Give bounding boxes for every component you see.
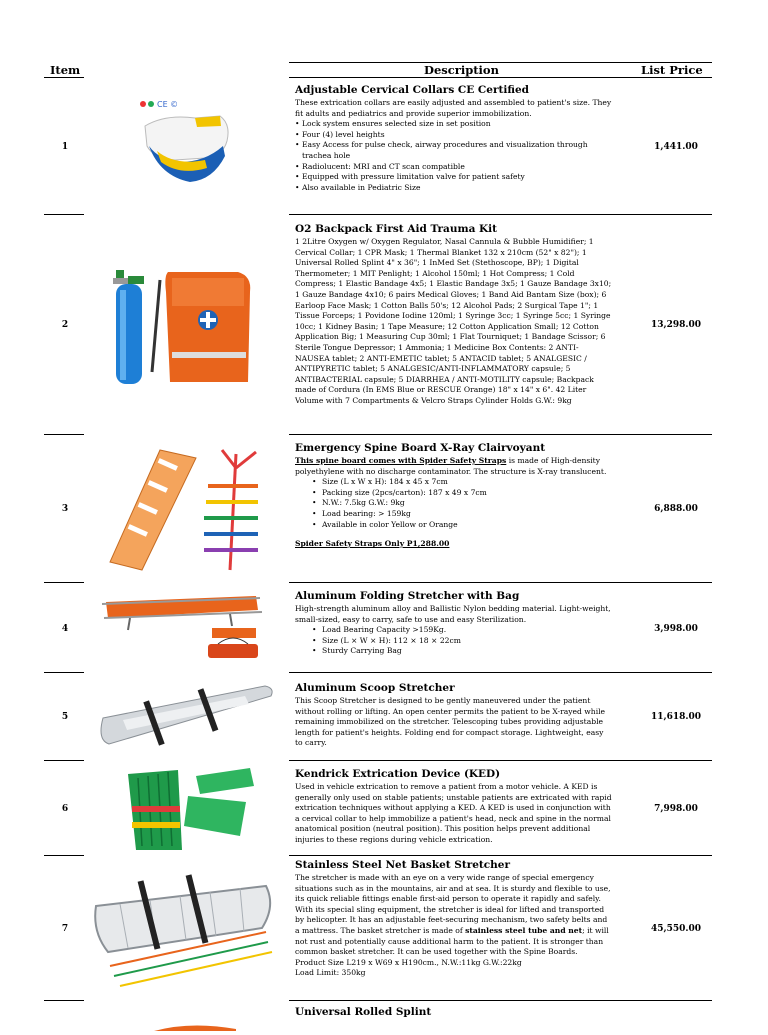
ked-device-image [118, 766, 258, 852]
item-text: This Scoop Stretcher is designed to be gently maneuvered under the patient without rolling or lifting. An open center permits the patient to be X-rayed while remaining immobilized on the stretcher. Telescoping tubes providing adjustable length for patient's heights. Folding end for compact storage. Lightweight, easy to carry. [295, 696, 606, 748]
oxygen-backpack-image [110, 262, 260, 387]
row-divider [44, 672, 84, 673]
item-number: 2 [61, 320, 69, 330]
item-description-8 [295, 1006, 613, 1020]
feature-item: • Equipped with pressure limitation valve for patient safety [295, 172, 613, 183]
spec-item: • Sturdy Carrying Bag [295, 646, 613, 657]
feature-item: • Easy Access for pulse check, airway procedures and visualization through trachea hole [295, 140, 613, 161]
item-text: High-strength aluminum alloy and Ballistic Nylon bedding material. Light-weight, small-sized, easy to carry, safe to use and easy Sterilization. [295, 604, 611, 624]
strap-note-lead: This spine board comes with Spider Safety Straps [295, 456, 507, 465]
spec-list [295, 477, 613, 530]
feature-item: • Lock system ensures selected size in set position [295, 119, 613, 130]
item-price: 1,441.00 [654, 142, 698, 152]
item-text: The stretcher is made with an eye on a very wide range of special emergency situations such as in the mountains, air and at sea. It is sturdy and flexible to use, its quick reliable fittings enable first-aid person to operate it rapidly and safely. With its special sling equipment, the stretcher is ideal for lifted and transported by helicopter. It has an adjustable feet-securing mechanism, two safety belts and a mattress. The basket stretcher is made of stainless steel tube and net; it will not rust and potentially cause additional harm to the patient. It is stronger than common basket stretcher. It can be used together with the Spine Boards. [295, 873, 611, 957]
item-description-4 [295, 590, 613, 657]
item-price: 7,998.00 [654, 804, 698, 814]
item-price: 13,298.00 [650, 320, 702, 330]
feature-item: • Four (4) level heights [295, 130, 613, 141]
row-divider [44, 434, 84, 435]
item-title: O2 Backpack First Aid Trauma Kit [295, 223, 498, 235]
item-text: 1 2Litre Oxygen w/ Oxygen Regulator, Nasal Cannula & Bubble Humidifier; 1 Cervical Collar; 1 CPR Mask; 1 Thermal Blanket 132 x 210cm (52" x 82"); 1 Universal Rolled Splint 4" x 36"; 1 InMed Set (Stethoscope, BP); 1 Digital Thermometer; 1 MIT Penlight; 1 Alcohol 150ml; 1 Hot Compress; 1 Cold Compress; 1 Elastic Bandage 4x5; 1 Elastic Bandage 3x5; 1 Gauze Bandage 3x10; 1 Gauze Bandage 4x10; 6 pairs Medical Gloves; 1 Band Aid Bantam Size (box); 6 Earloop Face Mask; 1 Cotton Balls 50's; 12 Alcohol Pads; 2 Surgical Tape 1"; 1 Tissue Forceps; 1 Povidone Iodine 120ml; 1 Syringe 3cc; 1 Syringe 5cc; 1 Syringe 10cc; 1 Kidney Basin; 1 Tape Measure; 12 Cotton Application Small; 12 Cotton Application Big; 1 Measuring Cup 30ml; 1 Flat Tourniquet; 1 Bandage Scissor; 6 Sterile Tongue Depressor; 1 Ammonia; 1 Medicine Box Contents: 2 ANTI-NAUSEA tablet; 2 ANTI-EMETIC tablet; 5 ANTACID tablet; 5 ANALGESIC / ANTIPYRETIC tablet; 5 ANALGESIC/ANTI-INFLAMMATORY capsule; 5 ANTIBACTERIAL capsule; 5 DIARRHEA / ANTI-MOTILITY capsule; Backpack made of Cordura (In EMS Blue or RESCUE Orange) 18" x 14" x 6". 42 Liter Volume with 7 Compartments & Velcro Straps Cylinder Holds G.W.: 9kg [295, 237, 612, 405]
column-header-price: List Price [641, 63, 703, 77]
spec-list [295, 625, 613, 657]
item-number: 7 [61, 924, 69, 934]
row-divider [289, 760, 712, 761]
item-title: Kendrick Extrication Device (KED) [295, 768, 501, 780]
material-highlight: stainless steel tube and net [465, 925, 583, 935]
row-divider [289, 434, 712, 435]
spec-item: • Load Bearing Capacity >159Kg. [295, 625, 613, 636]
scoop-stretcher-image [95, 678, 277, 756]
header-rule-bottom [289, 77, 712, 78]
feature-item: • Radiolucent: MRI and CT scan compatible [295, 162, 613, 173]
row-divider [44, 1000, 84, 1001]
item-description-7 [295, 859, 613, 979]
feature-item: • Also available in Pediatric Size [295, 183, 613, 194]
row-divider [289, 582, 712, 583]
item-title: Aluminum Scoop Stretcher [295, 682, 455, 694]
spec-item: • N.W.: 7.5kg G.W.: 9kg [295, 498, 613, 509]
item-description-5 [295, 682, 613, 749]
strap-price-note: Spider Safety Straps Only P1,288.00 [295, 539, 450, 549]
header-rule-top [289, 62, 712, 63]
row-divider [44, 760, 84, 761]
folding-stretcher-image [100, 588, 265, 668]
item-title: Emergency Spine Board X-Ray Clairvoyant [295, 442, 546, 454]
item-description-1 [295, 84, 613, 193]
spec-item: • Size (L × W × H): 112 × 18 × 22cm [295, 636, 613, 647]
item-price: 6,888.00 [654, 504, 698, 514]
row-divider [44, 855, 84, 856]
spec-item: • Packing size (2pcs/carton): 187 x 49 x 7cm [295, 488, 613, 499]
item-title: Universal Rolled Splint [295, 1006, 432, 1018]
cervical-collar-image [135, 96, 235, 192]
column-header-description: Description [424, 63, 499, 77]
item-price: 45,550.00 [650, 924, 702, 934]
basket-stretcher-image [90, 866, 280, 994]
row-divider [289, 672, 712, 673]
item-number: 3 [61, 504, 69, 514]
row-divider [289, 214, 712, 215]
item-title: Aluminum Folding Stretcher with Bag [295, 590, 520, 602]
item-number: 4 [61, 624, 69, 634]
item-number: 6 [61, 804, 69, 814]
header-rule-bottom [44, 77, 84, 78]
item-text: These extrication collars are easily adjusted and assembled to patient's size. They fit adults and pediatrics and provide superior immobilization. [295, 98, 612, 118]
spec-item: • Load bearing: > 159kg [295, 509, 613, 520]
item-description-6 [295, 768, 613, 846]
item-number: 5 [61, 712, 69, 722]
product-size: Product Size L219 x W69 x H190cm., N.W.:11kg G.W.:22kg [295, 957, 522, 967]
row-divider [44, 582, 84, 583]
row-divider [289, 1000, 712, 1001]
item-text: This spine board comes with Spider Safety Straps is made of High-density polyethylene with no discharge contaminator. The structure is X-ray translucent. [295, 456, 607, 476]
row-divider [44, 214, 84, 215]
item-description-2 [295, 223, 613, 407]
item-title: Adjustable Cervical Collars CE Certified [295, 84, 529, 96]
row-divider [289, 855, 712, 856]
rolled-splint-image [150, 1016, 240, 1024]
spine-board-image [108, 446, 268, 574]
load-limit: Load Limit: 350kg [295, 968, 366, 978]
column-header-item: Item [50, 63, 81, 77]
item-price: 3,998.00 [654, 624, 698, 634]
ce-mark-logo: CE © [157, 100, 179, 109]
item-number: 1 [61, 142, 69, 152]
spec-item: • Size (L x W x H): 184 x 45 x 7cm [295, 477, 613, 488]
item-price: 11,618.00 [650, 712, 702, 722]
item-text: Used in vehicle extrication to remove a patient from a motor vehicle. A KED is generally only used on stable patients; unstable patients are extricated with rapid extrication techniques without applying a KED. A KED is used in conjunction with a cervical collar to help immobilize a patient's head, neck and spine in the normal anatomical position (neutral position). This position helps prevent additional injuries to these regions during vehicle extrication. [295, 782, 612, 844]
item-description-3 [295, 442, 613, 550]
feature-list [295, 119, 613, 193]
spec-item: • Available in color Yellow or Orange [295, 520, 613, 531]
item-title: Stainless Steel Net Basket Stretcher [295, 859, 511, 871]
